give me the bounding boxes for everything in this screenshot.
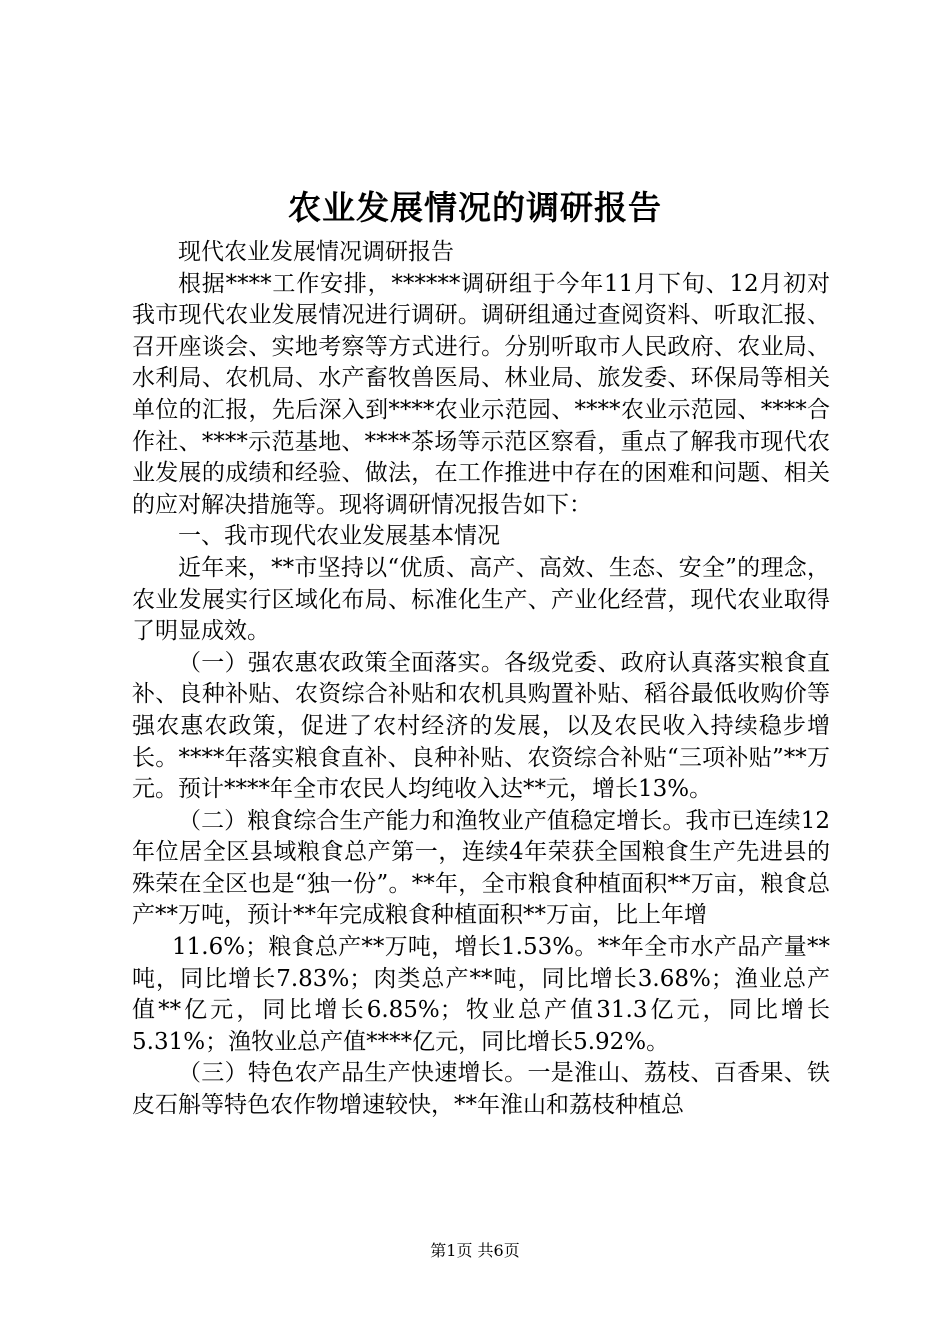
- document-body: [132, 237, 830, 1122]
- page-number: 第1页 共6页: [430, 1241, 520, 1260]
- policy-paragraph: （一）强农惠农政策全面落实。各级党委、政府认真落实粮食直补、良种补贴、农资综合补贴和农机具购置补贴、稻谷最低收购价等强农惠农政策，促进了农村经济的发展，以及农民收入持续稳步增长。****年落实粮食直补、良种补贴、农资综合补贴“三项补贴”**万元。预计****年全市农民人均纯收入达**元，增长13%。: [132, 649, 830, 803]
- document-title: 农业发展情况的调研报告: [288, 188, 662, 227]
- section-heading: 一、我市现代农业发展基本情况: [178, 523, 500, 550]
- statistics-paragraph: 11.6%；粮食总产**万吨，增长1.53%。**年全市水产品产量**吨，同比增长7.83%；肉类总产**吨，同比增长3.68%；渔业总产值**亿元，同比增长6.85%；牧业总产值31.3亿元，同比增长5.31%；渔牧业总产值****亿元，同比增长5.92%。: [132, 934, 830, 1055]
- overview-paragraph: 近年来，**市坚持以“优质、高产、高效、生态、安全”的理念，农业发展实行区域化布局、标准化生产、产业化经营，现代农业取得了明显成效。: [132, 554, 830, 645]
- subtitle-paragraph: 现代农业发展情况调研报告: [178, 239, 454, 265]
- intro-paragraph: 根据****工作安排，******调研组于今年11月下旬、12月初对我市现代农业发展情况进行调研。调研组通过查阅资料、听取汇报、召开座谈会、实地考察等方式进行。分别听取市人民政府、农业局、水利局、农机局、水产畜牧兽医局、林业局、旅发委、环保局等相关单位的汇报，先后深入到****农业示范园、****农业示范园、****合作社、****示范基地、****茶场等示范区察看，重点了解我市现代农业发展的成绩和经验、做法，在工作推进中存在的困难和问题、相关的应对解决措施等。现将调研情况报告如下：: [132, 270, 830, 518]
- grain-paragraph: （二）粮食综合生产能力和渔牧业产值稳定增长。我市已连续12年位居全区县域粮食总产第一，连续4年荣获全国粮食生产先进县的殊荣在全区也是“独一份”。**年，全市粮食种植面积**万亩，粮食总产**万吨，预计**年完成粮食种植面积**万亩，比上年增: [132, 807, 830, 929]
- specialty-paragraph: （三）特色农产品生产快速增长。一是淮山、荔枝、百香果、铁皮石斛等特色农作物增速较快，**年淮山和荔枝种植总: [132, 1060, 830, 1119]
